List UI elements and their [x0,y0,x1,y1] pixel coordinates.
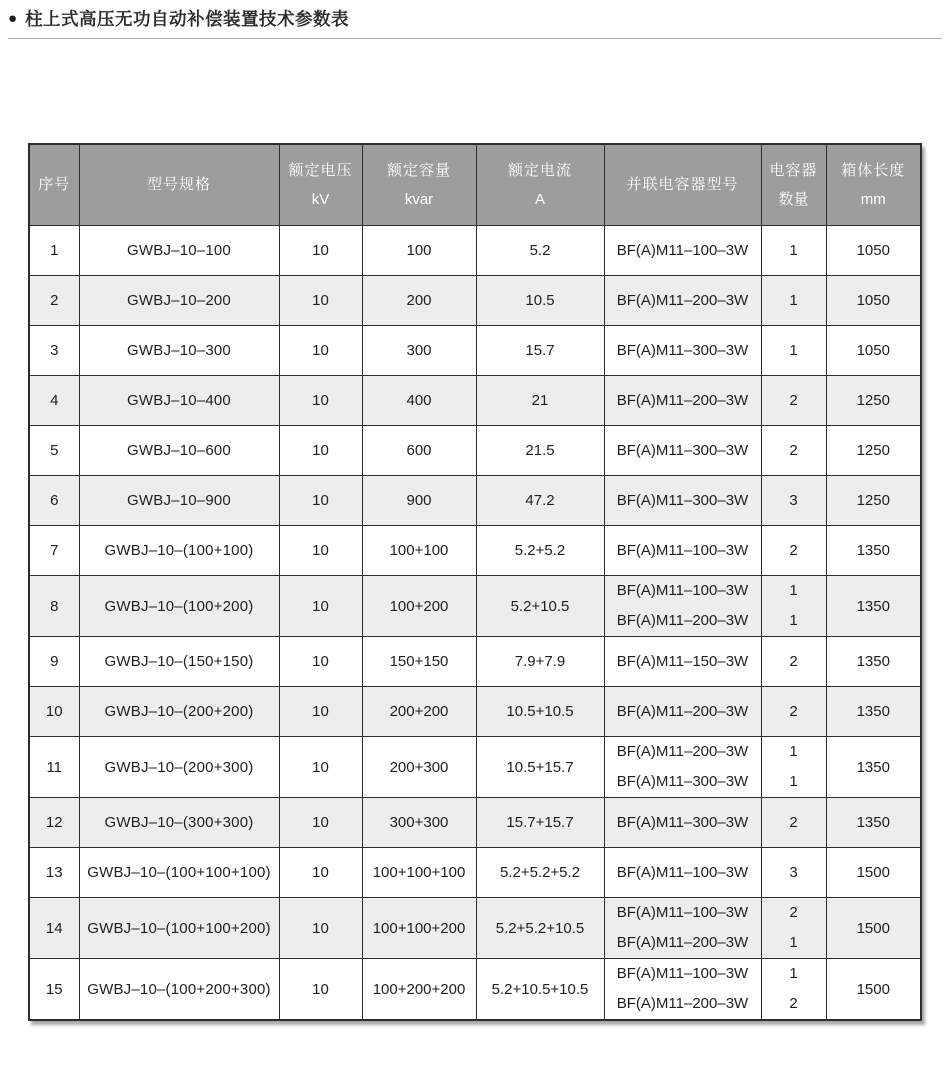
cell-rated-current: 21 [476,376,604,426]
col-header-label: 额定容量 [386,161,451,179]
cell-capacitor-qty [761,426,826,476]
capacitor-model-line: BF(A)M11–200–3W [616,391,749,409]
cell-no: 13 [29,848,79,898]
cell-box-length: 1250 [826,376,921,426]
col-header-unit: kvar [404,190,434,208]
cell-capacitor-model [604,848,761,898]
cell-no: 9 [29,637,79,687]
cell-rated-voltage: 10 [279,637,362,687]
page-title: 柱上式高压无功自动补偿装置技术参数表 [25,9,350,29]
capacitor-qty-line: 1 [789,341,798,359]
cell-rated-voltage: 10 [279,276,362,326]
cell-rated-capacity: 200+300 [362,737,476,798]
cell-no: 1 [29,226,79,276]
cell-rated-voltage: 10 [279,376,362,426]
cell-rated-voltage: 10 [279,848,362,898]
cell-model: GWBJ–10–(100+100+100) [79,848,279,898]
table-row [29,898,921,959]
cell-box-length: 1350 [826,526,921,576]
cell-capacitor-qty [761,376,826,426]
col-header-label: 额定电压 [288,161,353,179]
cell-model: GWBJ–10–400 [79,376,279,426]
capacitor-qty-line: 3 [789,863,798,881]
cell-rated-voltage: 10 [279,576,362,637]
cell-box-length: 1500 [826,848,921,898]
cell-model: GWBJ–10–900 [79,476,279,526]
cell-no: 10 [29,687,79,737]
table-row [29,326,921,376]
cell-box-length: 1350 [826,737,921,798]
col-header-capacitor-model [604,144,761,226]
cell-rated-voltage: 10 [279,737,362,798]
cell-model: GWBJ–10–(150+150) [79,637,279,687]
cell-rated-current: 15.7 [476,326,604,376]
cell-model: GWBJ–10–600 [79,426,279,476]
cell-rated-current: 7.9+7.9 [476,637,604,687]
table-row [29,959,921,1021]
cell-rated-capacity: 100+100 [362,526,476,576]
capacitor-qty-line: 1 [789,291,798,309]
cell-rated-voltage: 10 [279,476,362,526]
cell-capacitor-model [604,326,761,376]
cell-capacitor-qty [761,959,826,1021]
col-header-label: 额定电流 [507,161,572,179]
cell-capacitor-model [604,576,761,637]
cell-capacitor-qty [761,848,826,898]
cell-rated-current: 5.2+5.2+5.2 [476,848,604,898]
capacitor-qty-line: 1 [789,773,798,790]
cell-rated-current: 5.2 [476,226,604,276]
cell-model: GWBJ–10–(100+200+300) [79,959,279,1021]
capacitor-model-line: BF(A)M11–100–3W [616,904,749,921]
cell-no: 15 [29,959,79,1021]
cell-rated-current: 5.2+5.2+10.5 [476,898,604,959]
table-row [29,737,921,798]
cell-capacitor-qty [761,898,826,959]
cell-no: 12 [29,798,79,848]
cell-model: GWBJ–10–(100+100+200) [79,898,279,959]
col-header-label: 电容器 [769,161,818,179]
col-header-label: 型号规格 [146,176,211,193]
col-header-unit: kV [311,190,330,208]
table-row [29,426,921,476]
cell-capacitor-qty [761,737,826,798]
cell-box-length: 1500 [826,959,921,1021]
table-row [29,276,921,326]
cell-model: GWBJ–10–100 [79,226,279,276]
capacitor-model-line: BF(A)M11–100–3W [616,863,749,881]
cell-rated-capacity: 100+100+200 [362,898,476,959]
cell-rated-voltage: 10 [279,687,362,737]
capacitor-model-line: BF(A)M11–300–3W [616,491,749,509]
cell-no: 8 [29,576,79,637]
cell-rated-capacity: 200 [362,276,476,326]
cell-box-length: 1050 [826,276,921,326]
table-row [29,798,921,848]
cell-model: GWBJ–10–300 [79,326,279,376]
capacitor-model-line: BF(A)M11–100–3W [616,541,749,559]
cell-rated-capacity: 100 [362,226,476,276]
cell-capacitor-qty [761,637,826,687]
cell-capacitor-qty [761,798,826,848]
cell-capacitor-model [604,226,761,276]
cell-rated-capacity: 900 [362,476,476,526]
cell-capacitor-qty [761,576,826,637]
cell-rated-voltage: 10 [279,898,362,959]
cell-box-length: 1050 [826,226,921,276]
cell-box-length: 1350 [826,576,921,637]
table-row [29,376,921,426]
cell-capacitor-model [604,376,761,426]
cell-model: GWBJ–10–(300+300) [79,798,279,848]
cell-capacitor-qty [761,526,826,576]
cell-rated-capacity: 600 [362,426,476,476]
cell-rated-capacity: 100+100+100 [362,848,476,898]
cell-box-length: 1350 [826,637,921,687]
col-header-unit: mm [860,190,886,208]
cell-capacitor-qty [761,226,826,276]
capacitor-qty-line: 1 [789,743,798,760]
cell-capacitor-model [604,276,761,326]
cell-rated-voltage: 10 [279,526,362,576]
capacitor-qty-line: 2 [789,441,798,459]
capacitor-model-line: BF(A)M11–100–3W [616,241,749,259]
capacitor-model-line: BF(A)M11–200–3W [616,702,749,720]
capacitor-model-line: BF(A)M11–200–3W [616,612,749,629]
cell-no: 3 [29,326,79,376]
cell-rated-current: 5.2+10.5 [476,576,604,637]
cell-box-length: 1500 [826,898,921,959]
capacitor-model-line: BF(A)M11–300–3W [616,813,749,831]
capacitor-qty-line: 2 [789,995,798,1012]
cell-rated-voltage: 10 [279,226,362,276]
cell-rated-capacity: 200+200 [362,687,476,737]
cell-capacitor-model [604,959,761,1021]
table-row [29,848,921,898]
cell-rated-capacity: 300 [362,326,476,376]
capacitor-qty-line: 2 [789,652,798,670]
cell-model: GWBJ–10–(100+200) [79,576,279,637]
table-body [29,226,921,1021]
cell-box-length: 1050 [826,326,921,376]
cell-model: GWBJ–10–(200+300) [79,737,279,798]
capacitor-qty-line: 1 [789,934,798,951]
capacitor-model-line: BF(A)M11–300–3W [616,341,749,359]
cell-rated-capacity: 100+200 [362,576,476,637]
table-row [29,526,921,576]
capacitor-qty-line: 1 [789,965,798,982]
cell-rated-current: 5.2+10.5+10.5 [476,959,604,1021]
cell-box-length: 1350 [826,687,921,737]
col-header-box-length [826,144,921,226]
col-header-no [29,144,79,226]
capacitor-qty-line: 2 [789,541,798,559]
capacitor-qty-line: 2 [789,391,798,409]
capacitor-qty-line: 3 [789,491,798,509]
cell-no: 14 [29,898,79,959]
cell-box-length: 1250 [826,476,921,526]
table-row [29,637,921,687]
cell-capacitor-model [604,637,761,687]
table-row [29,576,921,637]
col-header-rated-current [476,144,604,226]
cell-rated-current: 15.7+15.7 [476,798,604,848]
table-header [29,144,921,226]
cell-capacitor-qty [761,276,826,326]
capacitor-model-line: BF(A)M11–100–3W [616,582,749,599]
col-header-model [79,144,279,226]
cell-no: 6 [29,476,79,526]
cell-rated-capacity: 400 [362,376,476,426]
capacitor-model-line: BF(A)M11–200–3W [616,743,749,760]
col-header-unit: 数量 [778,190,809,208]
cell-capacitor-model [604,798,761,848]
cell-rated-current: 10.5+15.7 [476,737,604,798]
capacitor-model-line: BF(A)M11–200–3W [616,291,749,309]
cell-rated-capacity: 100+200+200 [362,959,476,1021]
table-row [29,476,921,526]
capacitor-qty-line: 2 [789,702,798,720]
cell-box-length: 1350 [826,798,921,848]
cell-capacitor-qty [761,326,826,376]
capacitor-qty-line: 1 [789,582,798,599]
cell-rated-current: 5.2+5.2 [476,526,604,576]
capacitor-model-line: BF(A)M11–150–3W [616,652,749,670]
cell-no: 4 [29,376,79,426]
col-header-label: 箱体长度 [841,161,906,179]
capacitor-model-line: BF(A)M11–200–3W [616,995,749,1012]
cell-capacitor-model [604,898,761,959]
cell-box-length: 1250 [826,426,921,476]
cell-model: GWBJ–10–(200+200) [79,687,279,737]
col-header-rated-capacity [362,144,476,226]
title-block [0,0,950,39]
table-row [29,687,921,737]
cell-capacitor-model [604,426,761,476]
col-header-rated-voltage [279,144,362,226]
capacitor-model-line: BF(A)M11–100–3W [616,965,749,982]
capacitor-qty-line: 2 [789,904,798,921]
cell-no: 11 [29,737,79,798]
cell-rated-capacity: 150+150 [362,637,476,687]
spec-table [28,143,922,1021]
cell-capacitor-model [604,737,761,798]
cell-rated-voltage: 10 [279,426,362,476]
col-header-label: 并联电容器型号 [626,176,739,193]
cell-rated-capacity: 300+300 [362,798,476,848]
col-header-unit: A [534,190,545,208]
capacitor-model-line: BF(A)M11–300–3W [616,441,749,459]
cell-rated-voltage: 10 [279,798,362,848]
cell-capacitor-model [604,476,761,526]
capacitor-qty-line: 1 [789,612,798,629]
cell-rated-current: 10.5+10.5 [476,687,604,737]
bullet-icon: ● [8,10,18,27]
cell-no: 7 [29,526,79,576]
cell-capacitor-model [604,687,761,737]
cell-no: 2 [29,276,79,326]
header-row [29,144,921,226]
capacitor-qty-line: 1 [789,241,798,259]
cell-capacitor-model [604,526,761,576]
cell-rated-voltage: 10 [279,959,362,1021]
cell-no: 5 [29,426,79,476]
capacitor-model-line: BF(A)M11–200–3W [616,934,749,951]
cell-capacitor-qty [761,687,826,737]
cell-rated-voltage: 10 [279,326,362,376]
cell-capacitor-qty [761,476,826,526]
cell-rated-current: 10.5 [476,276,604,326]
cell-model: GWBJ–10–(100+100) [79,526,279,576]
cell-rated-current: 47.2 [476,476,604,526]
table-row [29,226,921,276]
cell-model: GWBJ–10–200 [79,276,279,326]
cell-rated-current: 21.5 [476,426,604,476]
col-header-capacitor-qty [761,144,826,226]
col-header-label: 序号 [38,176,71,193]
capacitor-model-line: BF(A)M11–300–3W [616,773,749,790]
capacitor-qty-line: 2 [789,813,798,831]
title-divider [8,38,942,39]
